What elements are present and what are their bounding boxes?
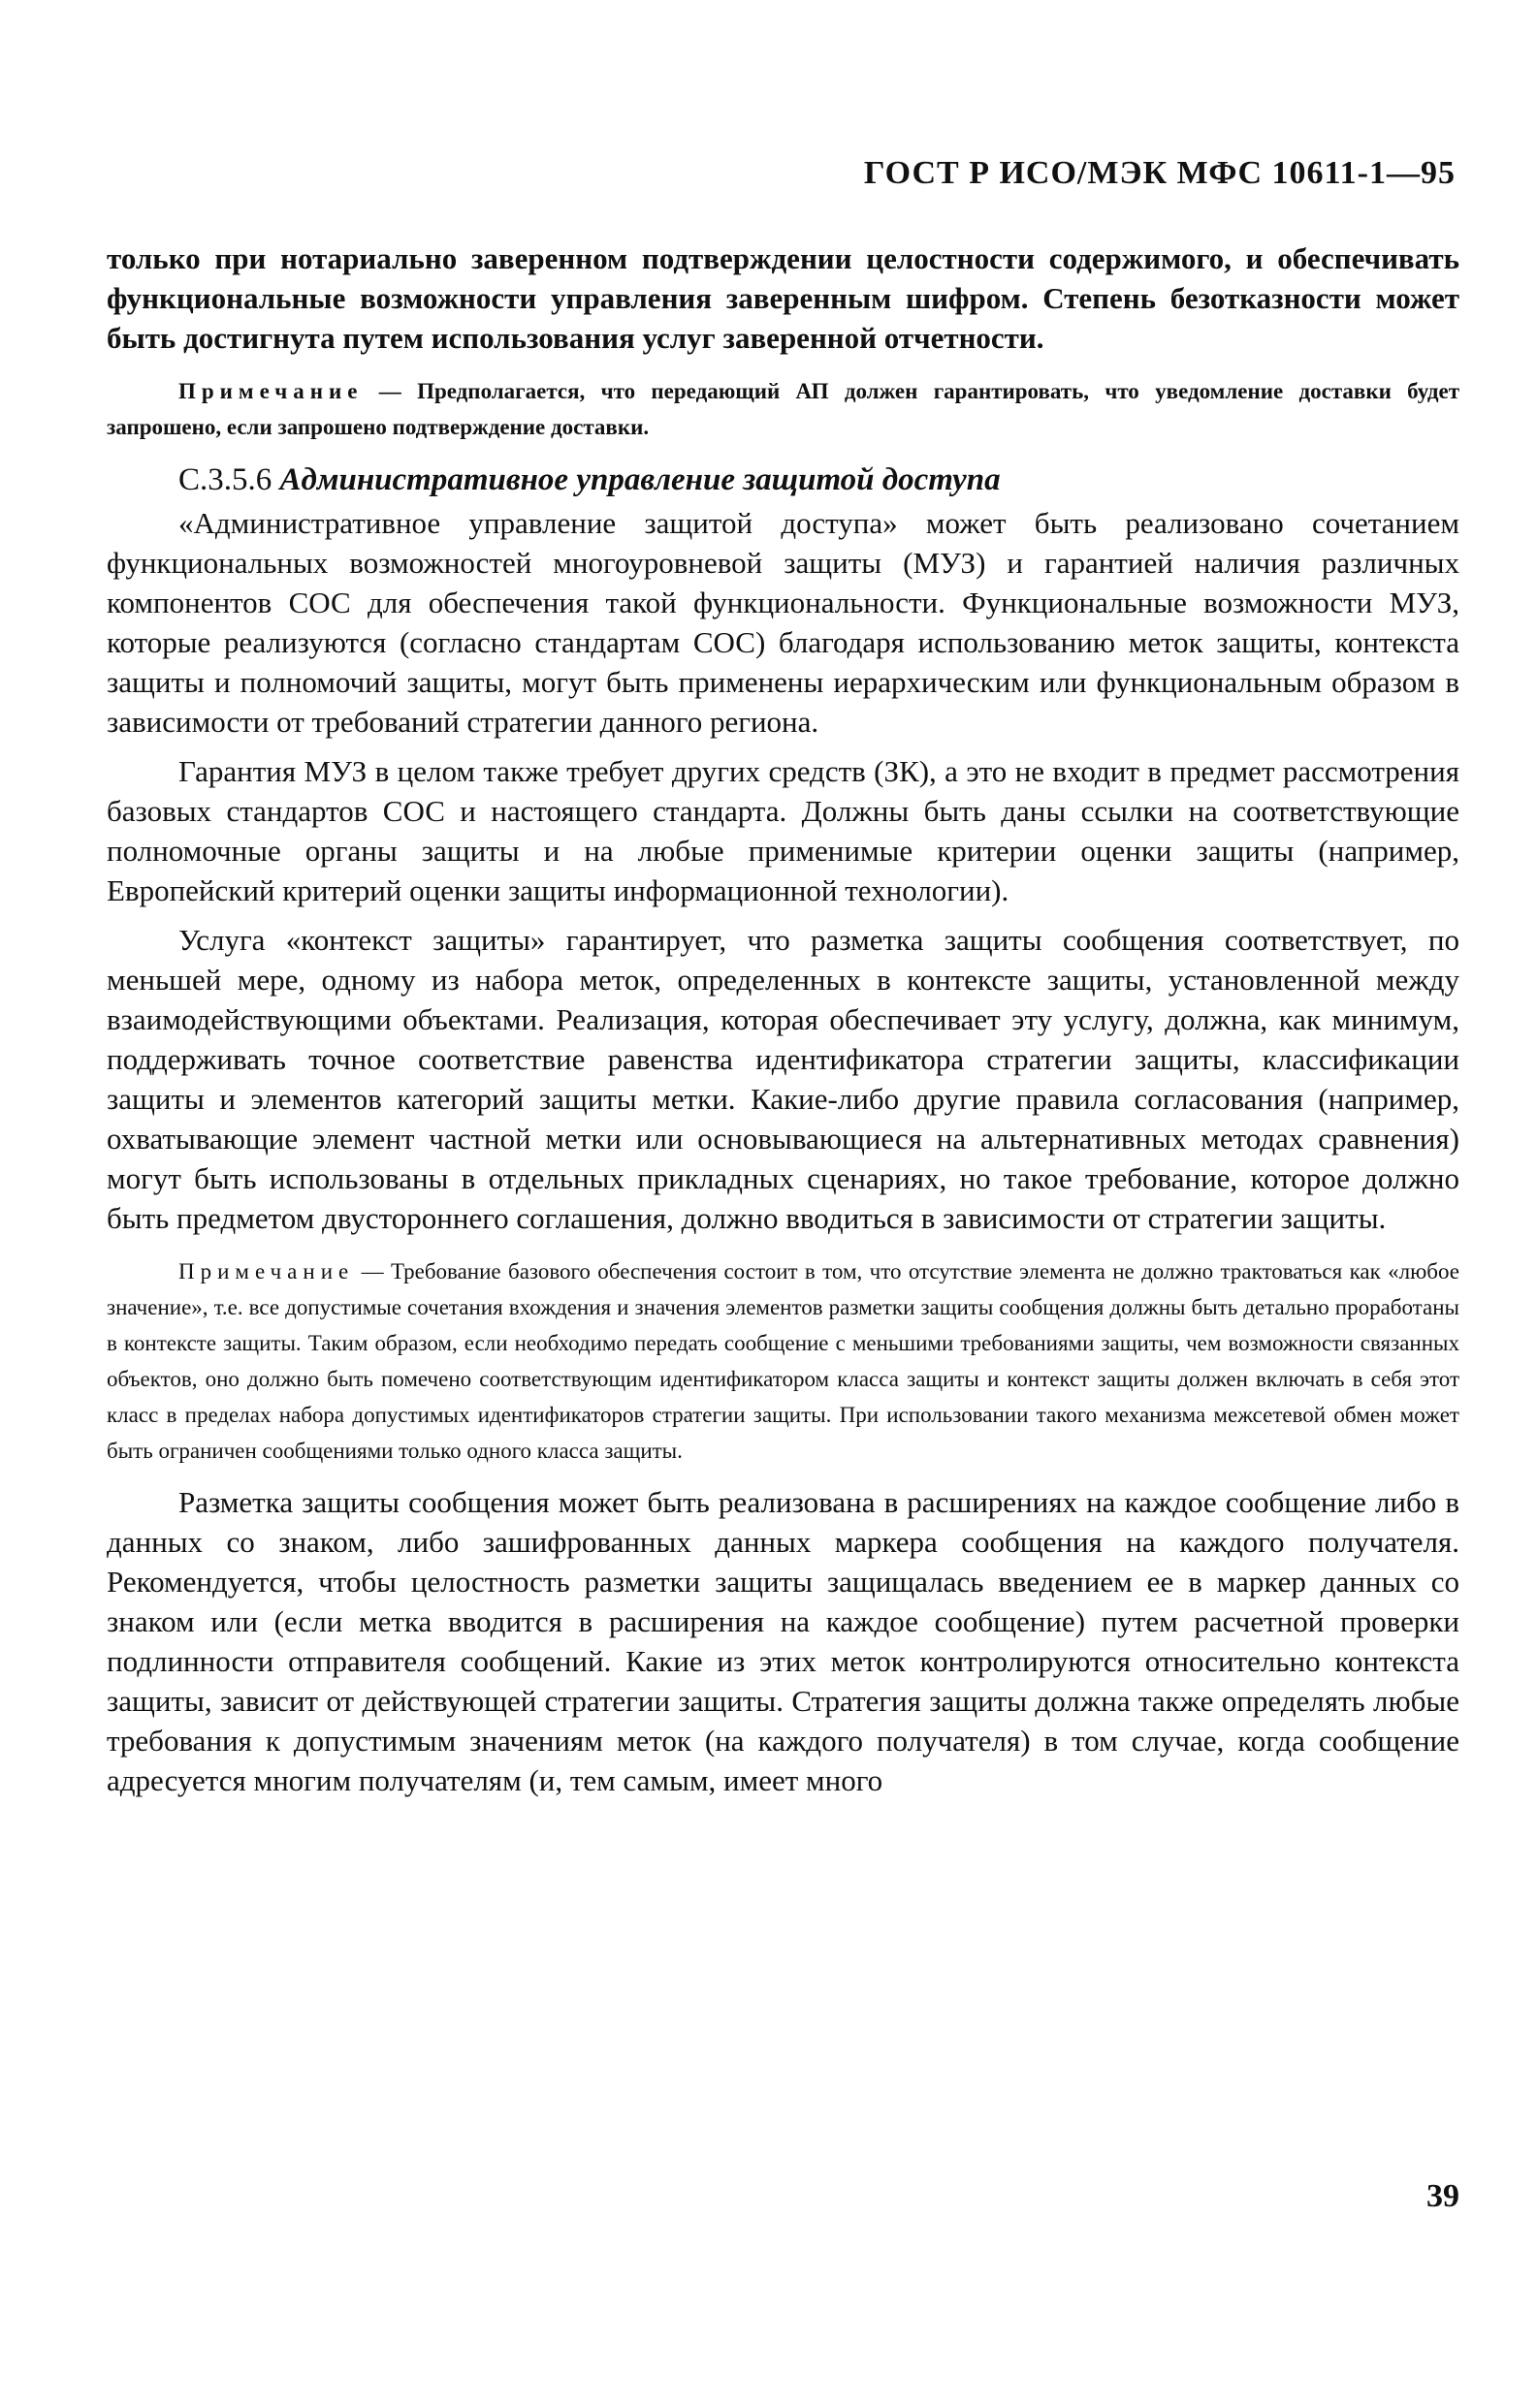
paragraph-security-context: Услуга «контекст защиты» гарантирует, что разметка защиты сообщения соответствует, по меньшей мере, одному из набора меток, определенных в контексте защиты, установленной между взаимодействующими объектами. Реализация, которая обеспечивает эту услугу, должна, как минимум, поддерживать точное соответствие равенства идентификатора стратегии защиты, классификации защиты и элементов категорий защиты метки. Какие-либо другие правила согласования (например, охватывающие элемент частной метки или основывающиеся на альтернативных методах сравнения) могут быть использованы в отдельных прикладных сценариях, но такое требование, которое должно быть предметом двустороннего соглашения, должно вводиться в зависимости от стратегии защиты. (107, 923, 1459, 1235)
section-number: С.3.5.6 (178, 462, 272, 497)
note-label: Примечание (178, 1259, 355, 1283)
section-heading (107, 459, 1459, 501)
note-baseline (107, 1253, 1459, 1469)
page-number: 39 (1426, 2178, 1459, 2214)
paragraph-labeling: Разметка защиты сообщения может быть реализована в расширениях на каждое сообщение либо в данных со знаком, либо зашифрованных данных маркера сообщения на каждого получателя. Рекомендуется, чтобы целостность разметки защиты защищалась введением ее в маркер данных со знаком или (если метка вводится в расширения на каждое сообщение) путем расчетной проверки подлинности отправителя сообщений. Какие из этих меток контролируются относительно контекста защиты, зависит от действующей стратегии защиты. Стратегия защиты должна также определять любые требования к допустимым значениям меток (на каждого получателя) в том случае, когда сообщение адресуется многим получателям (и, тем самым, имеет много (107, 1485, 1459, 1797)
note-delivery (107, 373, 1459, 445)
document-page (107, 155, 1459, 1800)
paragraph-continuation: только при нотариально заверенном подтверждении целостности содержимого, и обеспечивать функциональные возможности управления заверенным шифром. Степень безотказности может быть достигнута путем использования услуг заверенной отчетности. (107, 241, 1459, 355)
note-label: Примечание (178, 379, 364, 403)
standard-header: ГОСТ Р ИСО/МЭК МФС 10611-1—95 (863, 155, 1456, 191)
paragraph-admin-control: «Административное управление защитой доступа» может быть реализовано сочетанием функциональных возможностей многоуровневой защиты (МУЗ) и гарантией наличия различных компонентов СОС для обеспечения такой функциональности. Функциональные возможности МУЗ, которые реализуются (согласно стандартам СОС) благодаря использованию меток защиты, контекста защиты и полномочий защиты, могут быть применены иерархическим или функциональным образом в зависимости от требований стратегии данного региона. (107, 506, 1459, 739)
section-title: Административное управление защитой доступа (279, 462, 1001, 497)
note-text: — Предполагается, что передающий АП должен гарантировать, что уведомление доставки будет запрошено, если запрошено подтверждение доставки. (107, 379, 1459, 439)
note-text: — Требование базового обеспечения состоит в том, что отсутствие элемента не должно трактоваться как «любое значение», т.е. все допустимые сочетания вхождения и значения элементов разметки защиты сообщения должны быть детально проработаны в контексте защиты. Таким образом, если необходимо передать сообщение с меньшими требованиями защиты, чем возможности связанных объектов, оно должно быть помечено соответствующим идентификатором класса защиты и контекст защиты должен включать в себя этот класс в пределах набора допустимых идентификаторов стратегии защиты. При использовании такого механизма межсетевой обмен может быть ограничен сообщениями только одного класса защиты. (107, 1259, 1459, 1463)
paragraph-guarantee: Гарантия МУЗ в целом также требует других средств (ЗК), а это не входит в предмет рассмотрения базовых стандартов СОС и настоящего стандарта. Должны быть даны ссылки на соответствующие полномочные органы защиты и на любые применимые критерии оценки защиты (например, Европейский критерий оценки защиты информационной технологии). (107, 754, 1459, 907)
